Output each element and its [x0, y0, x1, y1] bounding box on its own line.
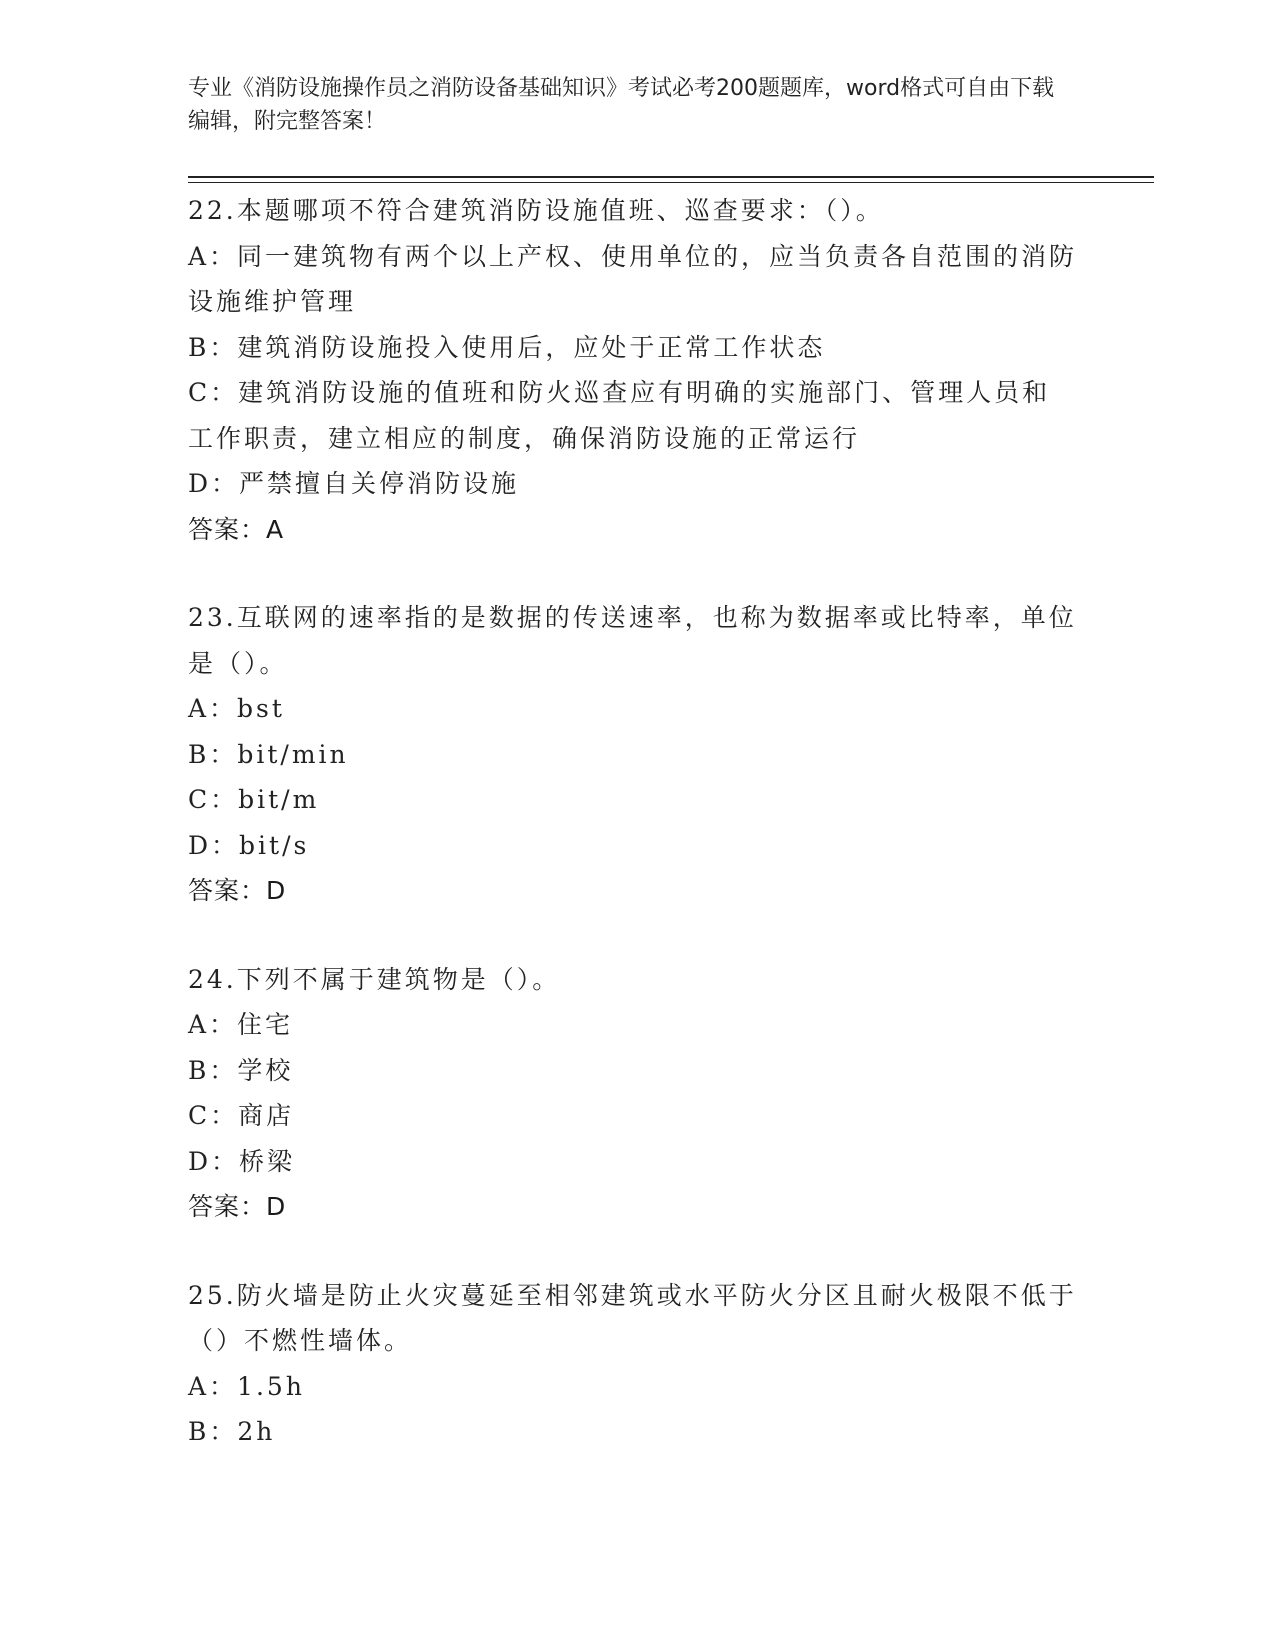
answer-label: 答案：	[188, 876, 267, 905]
option-b: B：bit/min	[188, 739, 349, 769]
option-d: D：bit/s	[188, 830, 310, 860]
document-header: 专业《消防设施操作员之消防设备基础知识》考试必考200题题库，word格式可自由下载编辑，附完整答案！	[188, 76, 1055, 134]
question-25	[188, 1273, 1078, 1455]
option-c: C：商店	[188, 1101, 295, 1130]
option-c: C：建筑消防设施的值班和防火巡查应有明确的实施部门、管理人员和工作职责，建立相应的制度，确保消防设施的正常运行	[188, 378, 1051, 453]
answer-line	[188, 868, 1078, 914]
answer-value: D	[266, 876, 287, 905]
option-d: D：严禁擅自关停消防设施	[188, 469, 520, 498]
question-23	[188, 595, 1078, 914]
question-stem: 23.互联网的速率指的是数据的传送速率，也称为数据率或比特率，单位是（）。	[188, 603, 1077, 678]
question-stem: 25.防火墙是防止火灾蔓延至相邻建筑或水平防火分区且耐火极限不低于（）不燃性墙体。	[188, 1280, 1077, 1355]
question-22	[188, 188, 1078, 552]
answer-value: D	[266, 1192, 287, 1221]
answer-value: A	[266, 514, 285, 544]
answer-line	[188, 507, 1078, 553]
option-b: B：建筑消防设施投入使用后，应处于正常工作状态	[188, 332, 826, 362]
header-rule-thick	[188, 176, 1154, 178]
question-24	[188, 957, 1078, 1230]
option-a: A：同一建筑物有两个以上产权、使用单位的，应当负责各自范围的消防设施维护管理	[188, 241, 1078, 316]
option-c: C：bit/m	[188, 785, 320, 814]
question-list	[188, 188, 1078, 1498]
question-stem: 24.下列不属于建筑物是（）。	[188, 964, 561, 994]
header-rule-thin	[188, 182, 1154, 183]
option-a: A：1.5h	[188, 1371, 305, 1401]
option-d: D：桥梁	[188, 1146, 296, 1176]
answer-label: 答案：	[188, 514, 267, 544]
option-a: A：bst	[188, 694, 285, 723]
question-stem: 22.本题哪项不符合建筑消防设施值班、巡查要求：（）。	[188, 196, 884, 225]
answer-line	[188, 1184, 1078, 1230]
option-b: B：学校	[188, 1055, 294, 1085]
option-b: B：2h	[188, 1417, 276, 1446]
option-a: A：住宅	[188, 1010, 294, 1039]
answer-label: 答案：	[188, 1192, 267, 1221]
